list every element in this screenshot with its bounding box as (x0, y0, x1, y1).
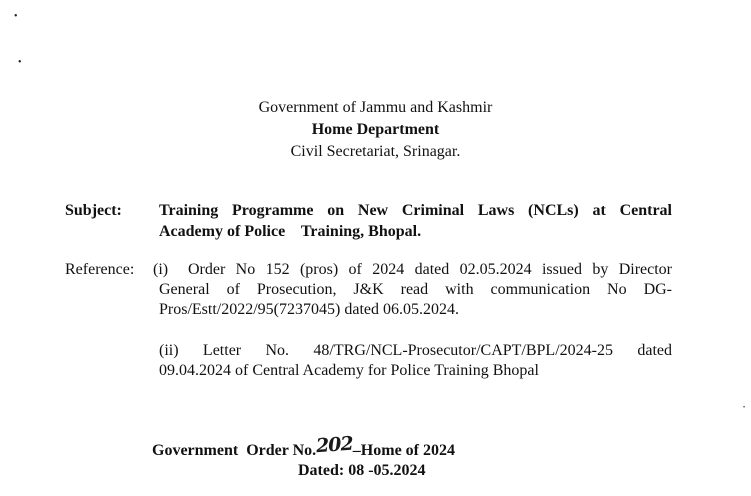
reference-item-2-line-2: 09.04.2024 of Central Academy for Police Training Bhopal (159, 362, 539, 379)
reference-item-1-line-2: General of Prosecution, J&K read with communication No DG- (159, 281, 672, 298)
reference-item-1-line-3: Pros/Estt/2022/95(7237045) dated 06.05.2024. (159, 301, 459, 318)
department-heading: Home Department (311, 121, 440, 138)
reference-item-1-line-1: Order No 152 (pros) of 2024 dated 02.05.2024 issued by Director (188, 261, 672, 278)
subject-line-1: Training Programme on New Criminal Laws (NCLs) at Central (159, 202, 672, 219)
order-number-handwritten: 202 (315, 432, 354, 458)
scan-speck: • (18, 57, 22, 68)
reference-item-1-marker: (i) (153, 261, 169, 278)
reference-label: Reference: (65, 261, 135, 278)
government-heading: Government of Jammu and Kashmir (258, 99, 493, 116)
order-suffix: –Home of 2024 (352, 442, 455, 459)
order-number-line (152, 432, 455, 461)
scan-speck: • (14, 11, 18, 22)
subject-label: Subject: (65, 202, 122, 219)
scan-speck: • (743, 405, 746, 411)
office-heading: Civil Secretariat, Srinagar. (290, 143, 461, 160)
reference-item-2-line-1: (ii) Letter No. 48/TRG/NCL-Prosecutor/CAPT/BPL/2024-25 dated (159, 342, 672, 359)
order-date: Dated: 08 -05.2024 (298, 462, 426, 479)
subject-line-2: Academy of Police Training, Bhopal. (159, 223, 422, 240)
order-prefix: Government Order No. (152, 442, 317, 459)
